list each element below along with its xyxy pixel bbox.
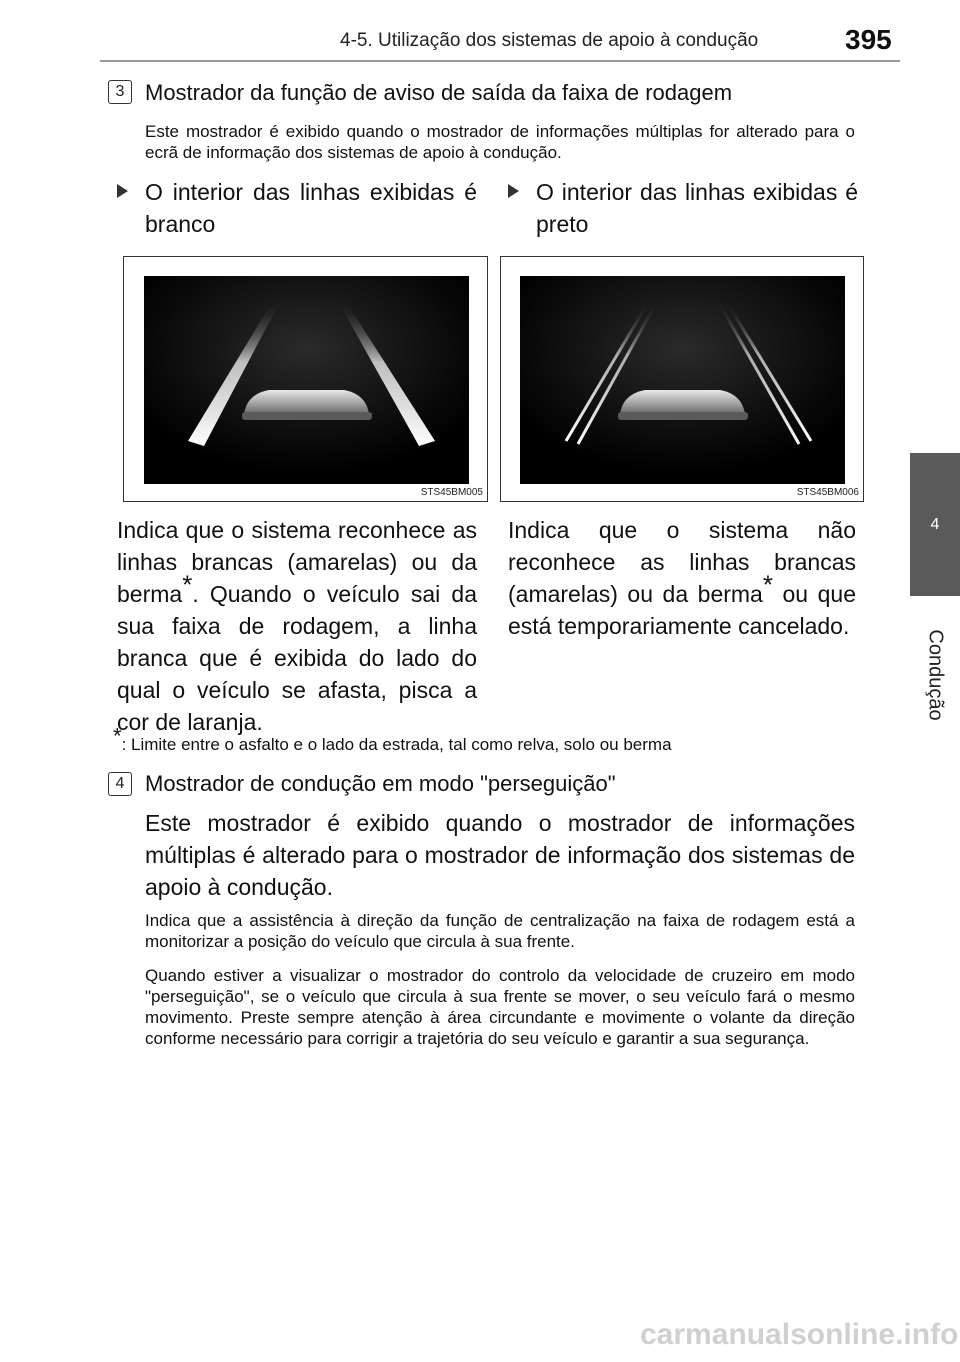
image-code: STS45BM005 [420, 487, 483, 498]
header-title: 4-5. Utilização dos sistemas de apoio à condução [340, 30, 759, 51]
bullet-right-text: O interior das linhas exibidas é preto [536, 179, 858, 237]
section-number: 3 [115, 83, 125, 100]
triangle-bullet-icon [508, 184, 519, 198]
chapter-label [897, 610, 960, 740]
section-intro: Este mostrador é exibido quando o mostrador de informações múltiplas for alterado para o ecrã de informação dos sistemas de apoio à condução. [145, 122, 855, 162]
section-number: 4 [115, 775, 125, 792]
header-divider [100, 60, 900, 62]
desc-left-part2: . Quando o veículo sai da sua faixa de rodagem, a linha branca que é exibida do lado do qual o veículo se afasta, pisca a cor de laranja. [117, 581, 477, 735]
bullet-right [508, 176, 858, 240]
asterisk-mark: * [762, 569, 773, 600]
display-screen [520, 276, 845, 484]
desc-left [117, 514, 477, 738]
section-para1: Este mostrador é exibido quando o mostrador de informações múltiplas é alterado para o mostrador de informação dos sistemas de apoio à condução. [145, 810, 855, 900]
figure-lines-black [500, 256, 864, 502]
footnote-mark: * [113, 723, 122, 749]
desc-left-part1: Indica que o sistema reconhece as linhas brancas (amarelas) ou da berma [117, 517, 477, 607]
figure-lines-white [123, 256, 488, 502]
watermark: carmanualsonline.info [640, 1318, 959, 1351]
chapter-label-text: Condução [924, 629, 947, 721]
bullet-left-text: O interior das linhas exibidas é branco [145, 179, 477, 237]
triangle-bullet-icon [117, 184, 128, 198]
display-screen [144, 276, 469, 484]
bullet-left [117, 176, 477, 240]
chapter-tab [910, 453, 960, 596]
desc-right-part2: ou que está temporariamente cancelado. [508, 581, 856, 639]
page-number: 395 [845, 24, 892, 55]
footnote [113, 723, 873, 755]
section-number-badge [108, 80, 132, 104]
desc-right [508, 514, 856, 642]
asterisk-mark: * [182, 569, 193, 600]
section-para2: Indica que a assistência à direção da função de centralização na faixa de rodagem está a monitorizar a posição do veículo que circula à sua frente. [145, 911, 855, 951]
desc-right-part1: Indica que o sistema não reconhece as linhas brancas (amarelas) ou da berma [508, 517, 856, 607]
section-number-badge [108, 772, 132, 796]
chapter-number: 4 [930, 515, 940, 533]
section-para3: Quando estiver a visualizar o mostrador do controlo da velocidade de cruzeiro em modo "perseguição", se o veículo que circula à sua frente se mover, o seu veículo fará o mesmo movimento. Preste sempre atenção à área circundante e movimente o volante da direção conforme necessário para corrigir a trajetória do seu veículo e garantir a sua segurança. [145, 966, 855, 1048]
lane-display-black-illustration [520, 276, 845, 484]
lane-display-white-illustration [144, 276, 469, 484]
section-title: Mostrador da função de aviso de saída da faixa de rodagem [145, 80, 733, 105]
section-title: Mostrador de condução em modo "perseguição" [145, 771, 616, 796]
footnote-text: : Limite entre o asfalto e o lado da estrada, tal como relva, solo ou berma [121, 735, 672, 754]
image-code: STS45BM006 [796, 487, 859, 498]
